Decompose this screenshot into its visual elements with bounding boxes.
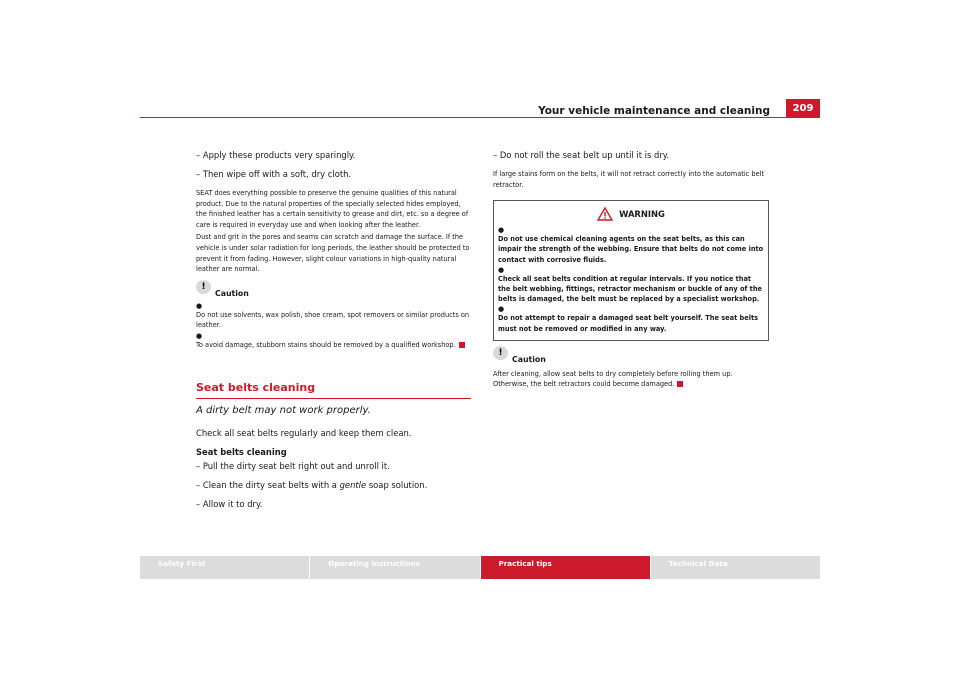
caution-bullet-2 <box>196 333 471 351</box>
footer-tab-safety-first[interactable]: Safety First <box>140 556 309 579</box>
warning-triangle-icon <box>597 207 613 221</box>
caution-heading <box>196 281 471 299</box>
warning-label: WARNING <box>619 209 665 220</box>
procedure-heading: Seat belts cleaning <box>196 446 287 457</box>
caution-icon: ! <box>493 346 508 360</box>
footer-nav <box>140 556 820 579</box>
step-apply-sparingly: – Apply these products very sparingly. <box>196 150 356 160</box>
caution-right-text-body: After cleaning, allow seat belts to dry completely before rolling them up. Otherwise, the belt retractors could become damaged. <box>493 369 733 389</box>
step-clean-belt <box>196 480 471 491</box>
warning-item-3 <box>498 306 764 333</box>
warning-item-1-text: Do not use chemical cleaning agents on the seat belts, as this can impair the strength of the webbing. Ensure that belts do not come into contact with corrosive fluids. <box>498 235 764 264</box>
bullet-icon: ● <box>498 265 505 274</box>
caution-right-text <box>493 369 769 390</box>
section-subtitle: A dirty belt may not work properly. <box>196 404 371 416</box>
warning-item-2 <box>498 267 764 305</box>
section-title: Seat belts cleaning <box>196 380 316 394</box>
step-clean-belt-emphasis: gentle <box>339 479 367 490</box>
step-clean-belt-b: soap solution. <box>366 479 428 490</box>
leather-paragraph-2: Dust and grit in the pores and seams can scratch and damage the surface. If the vehicle is under solar radiation for long periods, the leather should be protected to prevent it from fading. However, slight colour variations in high-quality natural leather are normal. <box>196 233 470 274</box>
step-do-not-roll: – Do not roll the seat belt up until it is dry. <box>493 150 670 160</box>
caution-bullet-1-text: Do not use solvents, wax polish, shoe cream, spot removers or similar products on leather. <box>196 310 470 330</box>
caution-label-right: Caution <box>512 355 546 365</box>
caution-label: Caution <box>215 289 249 299</box>
bullet-icon: ● <box>196 331 203 340</box>
page-number: 209 <box>786 99 820 118</box>
section-rule <box>196 398 471 399</box>
leather-paragraph-1: SEAT does everything possible to preserve the genuine qualities of this natural product. Due to the natural properties of the specially selected hides employed, the finished leather has a certain sensitivity to grease and dirt, etc. so a degree of care is required in everyday use and when looking after the leather. <box>196 189 469 229</box>
footer-tab-technical-data[interactable]: Technical Data <box>651 556 820 579</box>
section-end-marker-icon <box>459 342 465 348</box>
header-rule <box>140 117 820 118</box>
step-clean-belt-a: – Clean the dirty seat belts with a <box>196 479 340 490</box>
bullet-icon: ● <box>196 301 203 310</box>
bullet-icon: ● <box>498 226 505 235</box>
section-end-marker-icon <box>677 381 683 387</box>
step-wipe-off: – Then wipe off with a soft, dry cloth. <box>196 169 352 179</box>
stain-paragraph: If large stains form on the belts, it will not retract correctly into the automatic belt retractor. <box>493 170 765 189</box>
warning-item-3-text: Do not attempt to repair a damaged seat belt yourself. The seat belts must not be removed or modified in any way. <box>498 314 759 333</box>
bullet-icon: ● <box>498 305 505 314</box>
left-column <box>196 150 471 518</box>
warning-heading <box>498 207 764 221</box>
caution-bullet-1 <box>196 303 471 331</box>
intro-text: Check all seat belts regularly and keep them clean. <box>196 427 412 438</box>
caution-bullet-2-text: To avoid damage, stubborn stains should be removed by a qualified workshop. <box>196 340 456 349</box>
step-pull-belt: – Pull the dirty seat belt right out and unroll it. <box>196 460 390 471</box>
footer-tab-operating-instructions[interactable]: Operating instructions <box>310 556 479 579</box>
running-header-title: Your vehicle maintenance and cleaning <box>538 105 770 117</box>
caution-heading-right <box>493 347 769 365</box>
right-column <box>493 150 769 392</box>
caution-icon: ! <box>196 280 211 294</box>
step-allow-dry: – Allow it to dry. <box>196 498 263 509</box>
footer-tab-practical-tips[interactable]: Practical tips <box>481 556 650 579</box>
warning-item-2-text: Check all seat belts condition at regular intervals. If you notice that the belt webbing, fittings, retractor mechanism or buckle of any of the belts is damaged, the belt must be replaced by a specialist workshop. <box>498 274 762 304</box>
warning-item-1 <box>498 227 764 265</box>
warning-box <box>493 200 769 341</box>
